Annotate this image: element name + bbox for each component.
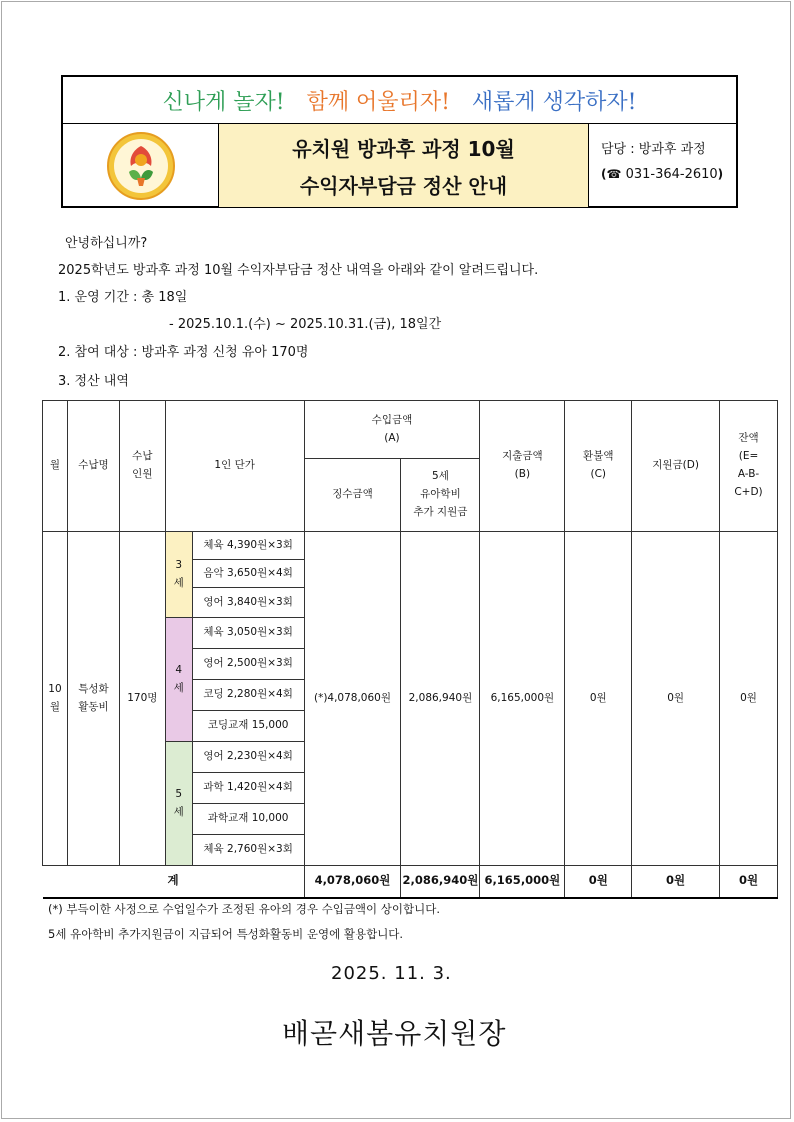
item-1-detail: - 2025.10.1.(수) ~ 2025.10.31.(금), 18일간: [169, 317, 442, 332]
name-cell: 특성화 활동비: [67, 532, 119, 866]
refund-cell: 0원: [565, 532, 632, 866]
note-2: 5세 유아학비 추가지원금이 지급되어 특성화활동비 운영에 활용합니다.: [48, 927, 404, 941]
total-balance: 0원: [720, 866, 778, 898]
total-support: 0원: [632, 866, 720, 898]
unit-item: 영어 2,230원×4회: [192, 742, 304, 773]
item-1: 1. 운영 기간 : 총 18일: [58, 290, 188, 305]
header-support: 지원금(D): [632, 401, 720, 532]
unit-item: 영어 3,840원×3회: [192, 588, 304, 618]
total-expense: 6,165,000원: [480, 866, 565, 898]
contact-cell: [589, 124, 736, 207]
age-3-cell: 3 세: [165, 532, 192, 618]
age-4-cell: 4 세: [165, 618, 192, 742]
phone-number: 031-364-2610: [625, 167, 718, 182]
header-balance: 잔액 (E= A-B- C+D): [720, 401, 778, 532]
total-collected: 4,078,060원: [304, 866, 401, 898]
header-collected: 징수금액: [304, 459, 401, 532]
total-label: 계: [43, 866, 305, 898]
balance-cell: 0원: [720, 532, 778, 866]
total-refund: 0원: [565, 866, 632, 898]
header-subsidy: 5세 유아학비 추가 지원금: [401, 459, 480, 532]
month-cell: 10 월: [43, 532, 68, 866]
kindergarten-logo-icon: [107, 132, 175, 200]
unit-item: 코딩 2,280원×4회: [192, 680, 304, 711]
unit-item: 영어 2,500원×3회: [192, 649, 304, 680]
item-2: 2. 참여 대상 : 방과후 과정 신청 유아 170명: [58, 345, 309, 360]
support-cell: 0원: [632, 532, 720, 866]
telephone-icon: (☎: [601, 167, 622, 181]
greeting: 안녕하십니까?: [65, 236, 148, 251]
logo-cell: [63, 124, 219, 207]
intro-line: 2025학년도 방과후 과정 10월 수익자부담금 정산 내역을 아래와 같이 알려드립니다.: [58, 263, 539, 278]
unit-item: 코딩교재 15,000: [192, 711, 304, 742]
unit-item: 음악 3,650원×4회: [192, 560, 304, 588]
header-box: [61, 75, 738, 208]
slogan-2: 함께 어울리자!: [306, 89, 450, 115]
unit-item: 체육 3,050원×3회: [192, 618, 304, 649]
slogan-3: 새롭게 생각하자!: [471, 89, 637, 115]
header-month: 월: [43, 401, 68, 532]
issue-date: 2025. 11. 3.: [331, 963, 452, 984]
title-line-1: 유치원 방과후 과정 10월: [292, 136, 515, 161]
slogan-row: [63, 77, 736, 124]
unit-item: 체육 2,760원×3회: [192, 835, 304, 866]
signature: 배곧새봄유치원장: [282, 1017, 507, 1050]
count-cell: 170명: [119, 532, 165, 866]
header-count: 수납 인원: [119, 401, 165, 532]
header-name: 수납명: [67, 401, 119, 532]
phone-row: (☎ 031-364-2610): [601, 167, 724, 182]
contact-label: 담당 : 방과후 과정: [601, 142, 706, 157]
header-refund: 환불액 (C): [565, 401, 632, 532]
note-1: (*) 부득이한 사정으로 수업일수가 조정된 유아의 경우 수입금액이 상이합니다.: [48, 902, 440, 916]
title-line-2: 수익자부담금 정산 안내: [299, 173, 508, 198]
settlement-table: [42, 400, 778, 899]
collected-cell: (*)4,078,060원: [304, 532, 401, 866]
header-expense: 지출금액 (B): [480, 401, 565, 532]
notice-title: [219, 124, 589, 207]
unit-item: 과학교재 10,000: [192, 804, 304, 835]
unit-item: 체육 4,390원×3회: [192, 532, 304, 560]
header-income: 수입금액 (A): [304, 401, 480, 459]
unit-item: 과학 1,420원×4회: [192, 773, 304, 804]
total-subsidy: 2,086,940원: [401, 866, 480, 898]
slogan-1: 신나게 놀자!: [162, 89, 285, 115]
expense-cell: 6,165,000원: [480, 532, 565, 866]
subsidy-cell: 2,086,940원: [401, 532, 480, 866]
item-3: 3. 정산 내역: [58, 374, 129, 389]
header-unit-price: 1인 단가: [165, 401, 304, 532]
age-5-cell: 5 세: [165, 742, 192, 866]
